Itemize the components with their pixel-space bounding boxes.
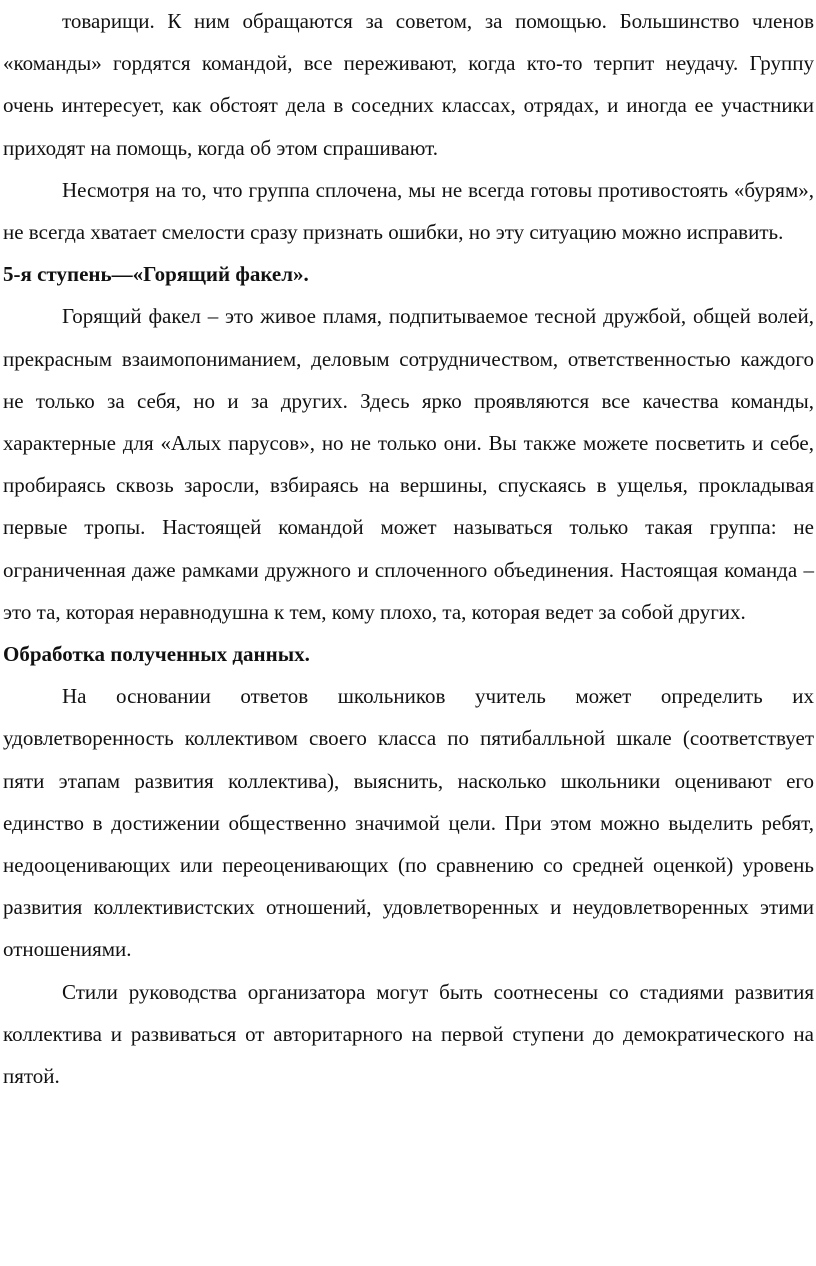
paragraph-data-analysis: На основании ответов школьников учитель может определить их удовлетворенность коллективом своего класса по пятибалльной шкале (соответствует пяти этапам развития коллектива), выяснить, насколько школьники оценивают его единство в достижении общественно значимой цели. При этом можно выделить ребят, недооценивающих или переоценивающих (по сравнению со средней оценкой) уровень развития коллективистских отношений, удовлетворенных и неудовлетворенных этими отношениями.	[3, 684, 814, 962]
paragraph-continuation: товарищи. К ним обращаются за советом, за помощью. Большинство членов «команды» гордятся командой, все переживают, когда кто-то терпит неудачу. Группу очень интересует, как обстоят дела в соседних классах, отрядах, и иногда ее участники приходят на помощь, когда об этом спрашивают.	[3, 9, 814, 160]
section-heading-stage-5: 5-я ступень—«Горящий факел».	[3, 262, 309, 287]
paragraph-storms: Несмотря на то, что группа сплочена, мы не всегда готовы противостоять «бурям», не всегда хватает смелости сразу признать ошибки, но эту ситуацию можно исправить.	[3, 177, 814, 245]
section-heading-data-processing: Обработка полученных данных.	[3, 642, 310, 667]
paragraph-leadership-styles: Стили руководства организатора могут быть соотнесены со стадиями развития коллектива и развиваться от авторитарного на первой ступени до демократического на пятой.	[3, 979, 814, 1089]
paragraph-burning-torch: Горящий факел – это живое пламя, подпитываемое тесной дружбой, общей волей, прекрасным взаимопониманием, деловым сотрудничеством, ответственностью каждого не только за себя, но и за других. Здесь ярко проявляются все качества команды, характерные для «Алых парусов», но не только они. Вы также можете посветить и себе, пробираясь сквозь заросли, взбираясь на вершины, спускаясь в ущелья, прокладывая первые тропы. Настоящей командой может называться только такая группа: не ограниченная даже рамками дружного и сплоченного объединения. Настоящая команда – это та, которая неравнодушна к тем, кому плохо, та, которая ведет за собой других.	[3, 304, 814, 624]
